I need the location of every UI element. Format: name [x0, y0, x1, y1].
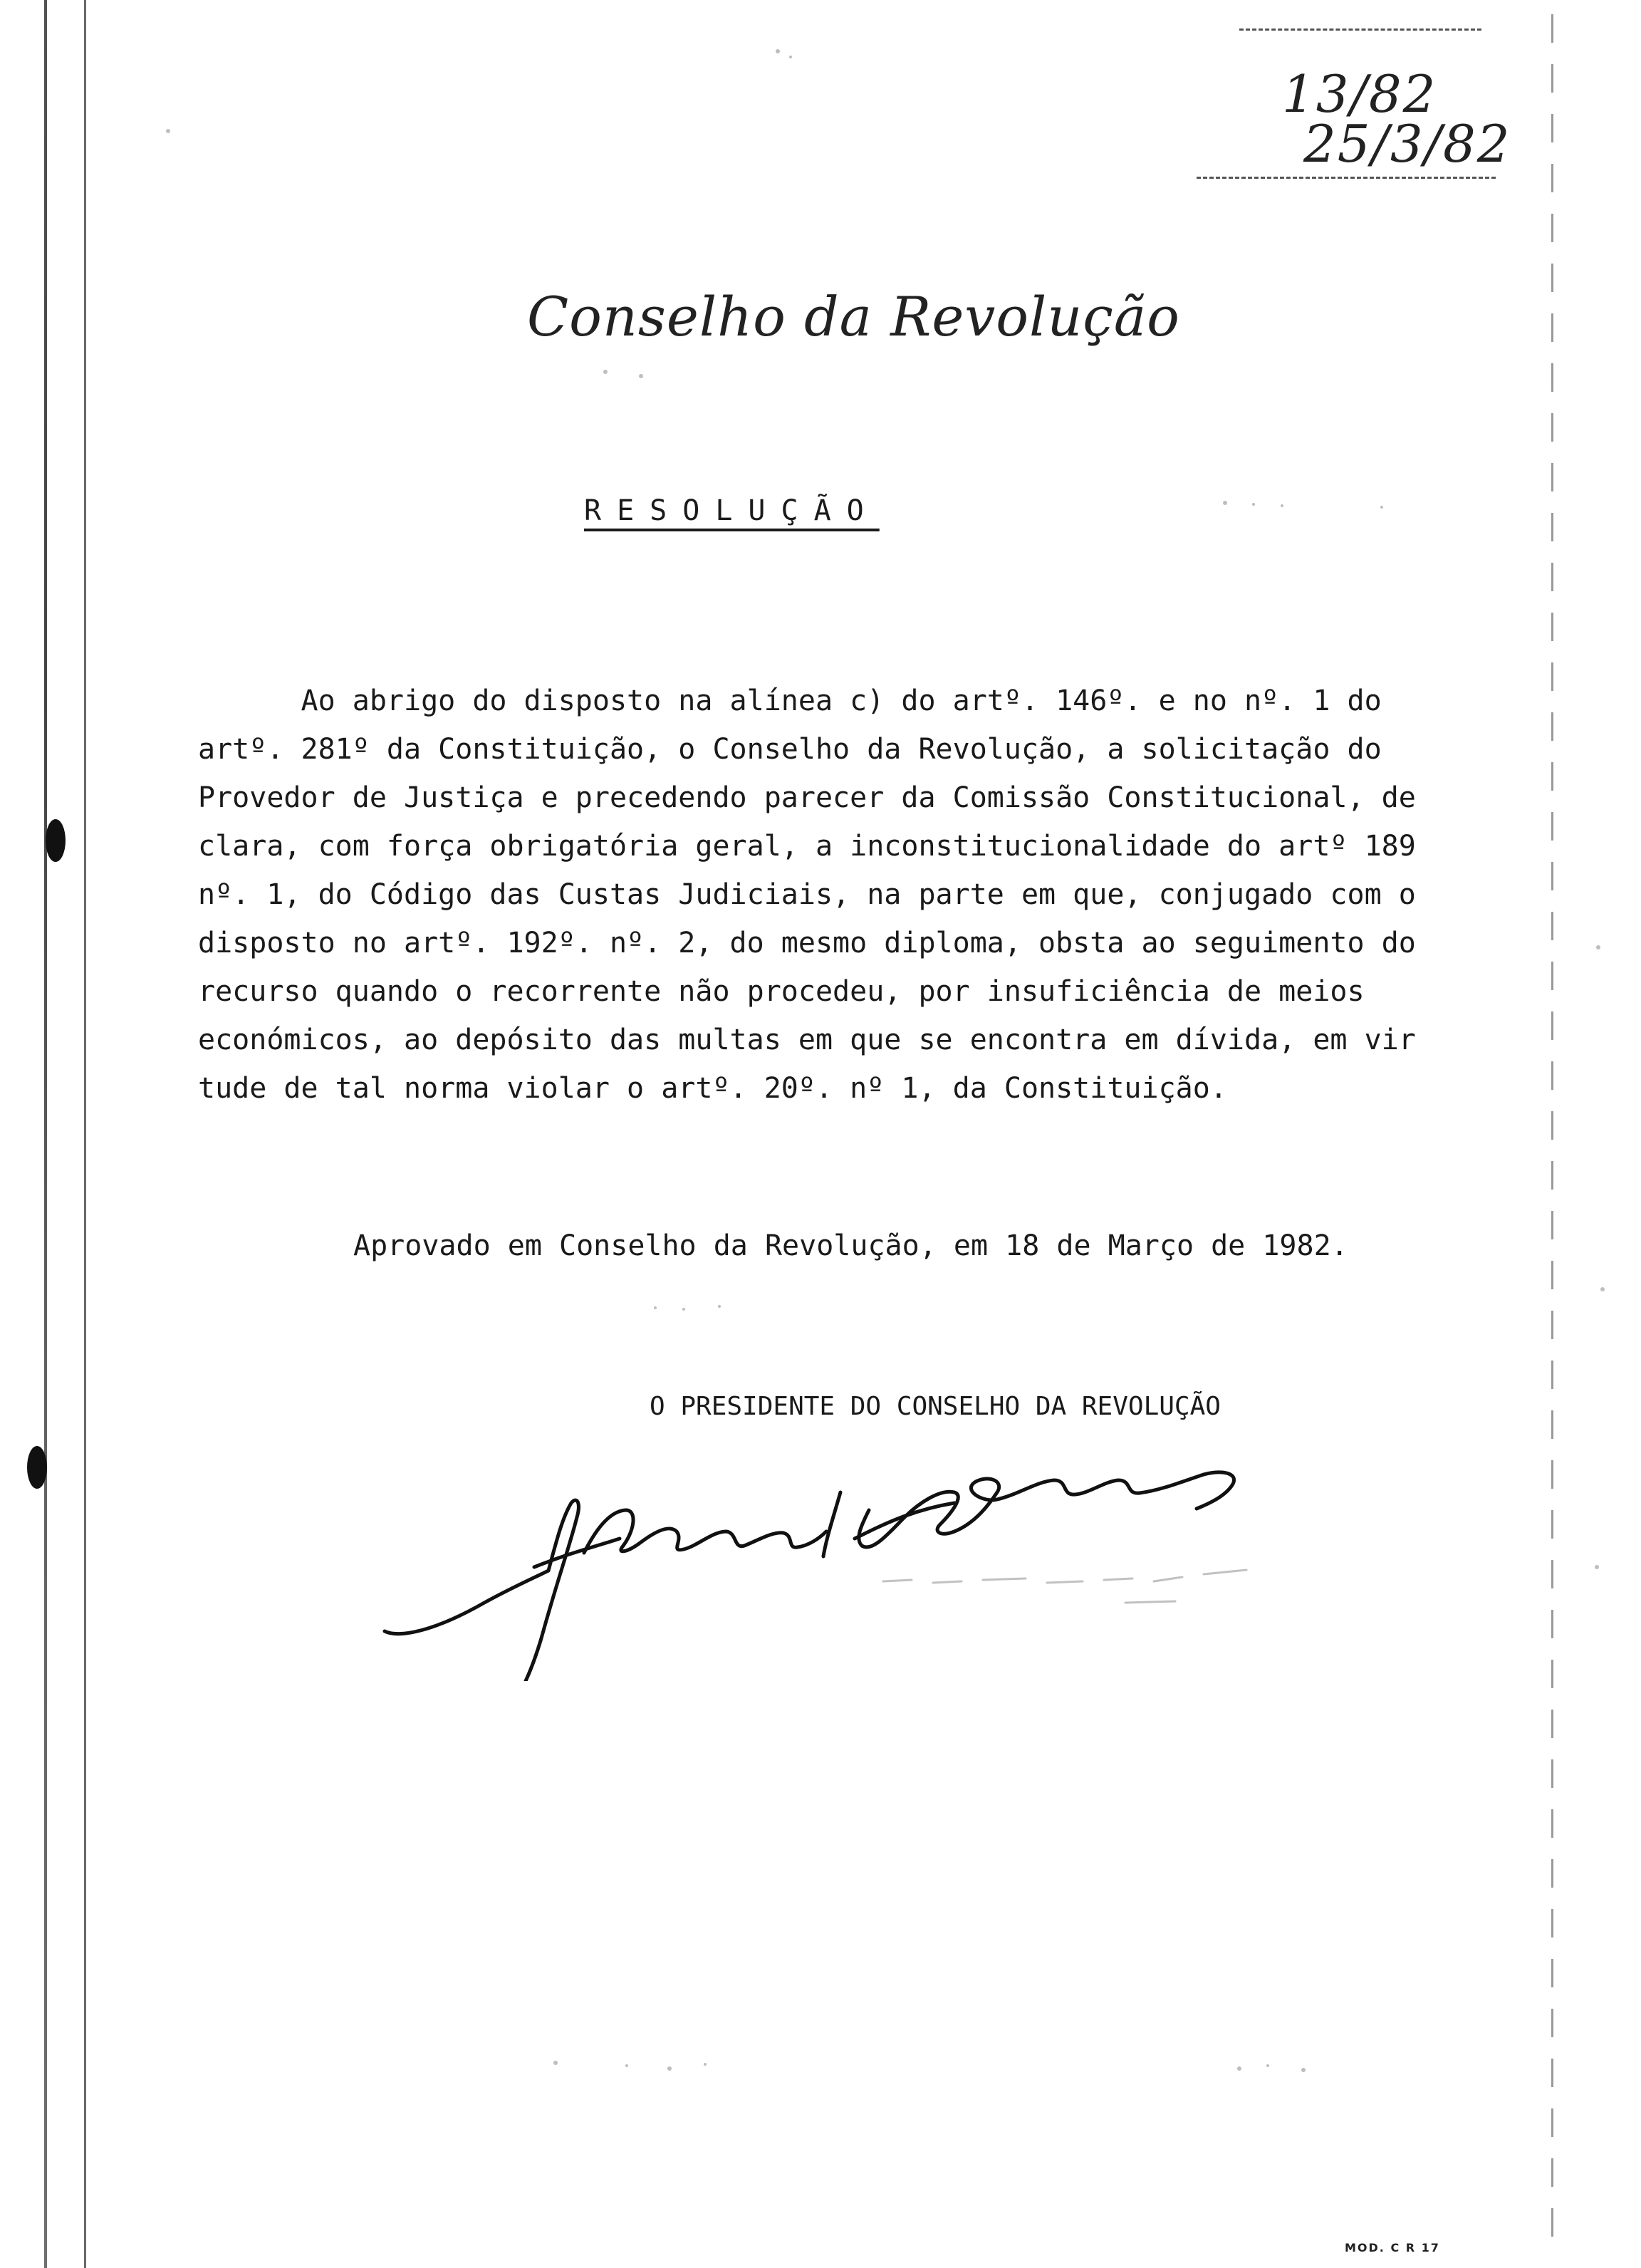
- handwritten-signature: [370, 1425, 1396, 1681]
- body-line: recurso quando o recorrente não procedeu, por insuficiência de meios: [198, 975, 1365, 1008]
- file-date: 25/3/82: [1303, 114, 1511, 174]
- body-line: Ao abrigo do disposto na alínea c) do artº. 146º. e no nº. 1 do: [198, 685, 1382, 717]
- body-line: nº. 1, do Código das Custas Judiciais, na parte em que, conjugado com o: [198, 878, 1416, 911]
- body-line: tude de tal norma violar o artº. 20º. nº 1, da Constituição.: [198, 1072, 1227, 1105]
- form-code: MOD. C R 17: [1345, 2241, 1440, 2254]
- body-line: disposto no artº. 192º. nº. 2, do mesmo diploma, obsta ao seguimento do: [198, 927, 1416, 959]
- approval-statement: Aprovado em Conselho da Revolução, em 18 de Março de 1982.: [353, 1229, 1348, 1262]
- signatory-title: O PRESIDENTE DO CONSELHO DA REVOLUÇÃO: [650, 1392, 1221, 1421]
- body-line: artº. 281º da Constituição, o Conselho da Revolução, a solicitação do: [198, 733, 1382, 766]
- document-title: RESOLUÇÃO: [584, 494, 880, 527]
- scan-edge-right: [1551, 14, 1553, 2251]
- scan-edge-left-inner: [84, 0, 86, 2268]
- body-line: Provedor de Justiça e precedendo parecer da Comissão Constitucional, de: [198, 781, 1416, 814]
- file-number-stamp: [1197, 21, 1511, 185]
- scan-edge-left: [44, 0, 47, 2268]
- body-line: económicos, ao depósito das multas em que se encontra em dívida, em vir: [198, 1024, 1416, 1056]
- stamp-divider: [1239, 28, 1481, 31]
- punch-hole-icon: [27, 1446, 47, 1489]
- letterhead: Conselho da Revolução: [527, 285, 1180, 348]
- body-line: clara, com força obrigatória geral, a inconstitucionalidade do artº 189: [198, 830, 1416, 863]
- stamp-divider: [1197, 177, 1496, 179]
- file-number: 13/82: [1282, 64, 1437, 124]
- resolution-body: [198, 677, 1494, 1113]
- punch-hole-icon: [46, 819, 66, 862]
